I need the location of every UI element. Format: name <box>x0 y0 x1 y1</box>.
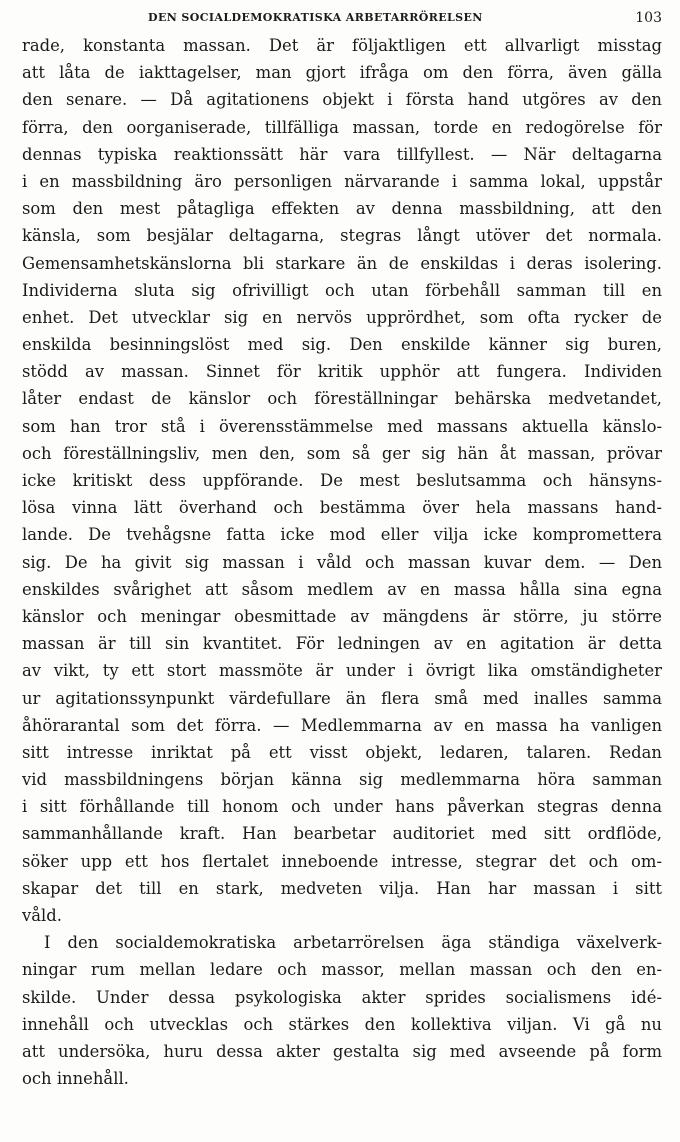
running-head <box>22 10 662 30</box>
text-line: i sitt förhållande till honom och under hans påverkan stegras denna <box>22 797 662 817</box>
text-line: lande. De tvehågsne fatta icke mod eller vilja icke kompromettera <box>22 525 662 545</box>
text-line: som han tror stå i överensstämmelse med massans aktuella känslo- <box>22 416 662 436</box>
text-line: och föreställningsliv, men den, som så ger sig hän åt massan, prövar <box>22 443 662 463</box>
text-line: åhörarantal som det förra. — Medlemmarna av en massa ha vanligen <box>22 715 662 735</box>
text-line: enskildes svårighet att såsom medlem av en massa hålla sina egna <box>22 579 662 599</box>
text-line: massan är till sin kvantitet. För ledningen av en agitation är detta <box>22 634 662 654</box>
text-line: att låta de iakttagelser, man gjort ifråga om den förra, även gälla <box>22 63 662 83</box>
text-line: innehåll och utvecklas och stärkes den kollektiva viljan. Vi gå nu <box>22 1014 662 1034</box>
body-text <box>22 32 662 1092</box>
text-line: känsla, som besjälar deltagarna, stegras långt utöver det normala. <box>22 226 662 246</box>
text-line: ur agitationssynpunkt värdefullare än flera små med inalles samma <box>22 688 662 708</box>
text-line: av vikt, ty ett stort massmöte är under i övrigt lika omständigheter <box>22 661 662 681</box>
text-line: Individerna sluta sig ofrivilligt och utan förbehåll samman till en <box>22 280 662 300</box>
text-line: söker upp ett hos flertalet inneboende intresse, stegrar det och om- <box>22 851 662 871</box>
text-line: som den mest påtagliga effekten av denna massbildning, att den <box>22 199 662 219</box>
text-line: våld. <box>22 906 62 925</box>
text-line: sitt intresse inriktat på ett visst objekt, ledaren, talaren. Redan <box>22 742 662 762</box>
text-line: stödd av massan. Sinnet för kritik upphör att fungera. Individen <box>22 362 662 382</box>
text-line: enskilda besinningslöst med sig. Den enskilde känner sig buren, <box>22 335 662 355</box>
text-line: lösa vinna lätt överhand och bestämma över hela massans hand- <box>22 498 662 518</box>
text-line: icke kritiskt dess uppförande. De mest beslutsamma och hänsyns- <box>22 471 662 490</box>
text-line: dennas typiska reaktionssätt här vara tillfyllest. — När deltagarna <box>22 144 662 164</box>
text-line: den senare. — Då agitationens objekt i första hand utgöres av den <box>22 90 662 110</box>
text-line: ningar rum mellan ledare och massor, mellan massan och den en- <box>22 960 662 980</box>
text-line: sig. De ha givit sig massan i våld och massan kuvar dem. — Den <box>22 552 662 572</box>
text-line: vid massbildningens början känna sig medlemmarna höra samman <box>22 770 662 790</box>
text-line: skilde. Under dessa psykologiska akter sprides socialismens idé- <box>22 987 662 1007</box>
page-number: 103 <box>635 10 662 26</box>
text-line: I den socialdemokratiska arbetarrörelsen äga ständiga växelverk- <box>44 933 662 953</box>
text-line: att undersöka, huru dessa akter gestalta sig med avseende på form <box>22 1041 662 1061</box>
paragraph-2 <box>22 929 662 1092</box>
text-line: och innehåll. <box>22 1069 129 1089</box>
text-line: förra, den oorganiserade, tillfälliga massan, torde en redogörelse för <box>22 117 662 137</box>
paragraph-1 <box>22 32 662 929</box>
text-line: skapar det till en stark, medveten vilja. Han har massan i sitt <box>22 878 662 898</box>
running-title: DEN SOCIALDEMOKRATISKA ARBETARRÖRELSEN <box>148 11 483 24</box>
text-line: känslor och meningar obesmittade av mängdens är större, ju större <box>22 606 662 626</box>
text-line: enhet. Det utvecklar sig en nervös upprördhet, som ofta rycker de <box>22 307 662 327</box>
text-line: rade, konstanta massan. Det är följaktligen ett allvarligt misstag <box>22 36 662 55</box>
text-line: låter endast de känslor och föreställningar behärska medvetandet, <box>22 389 662 409</box>
text-line: sammanhållande kraft. Han bearbetar auditoriet med sitt ordflöde, <box>22 824 662 844</box>
text-line: Gemensamhetskänslorna bli starkare än de enskildas i deras isolering. <box>22 253 662 273</box>
text-line: i en massbildning äro personligen närvarande i samma lokal, uppstår <box>22 171 662 191</box>
